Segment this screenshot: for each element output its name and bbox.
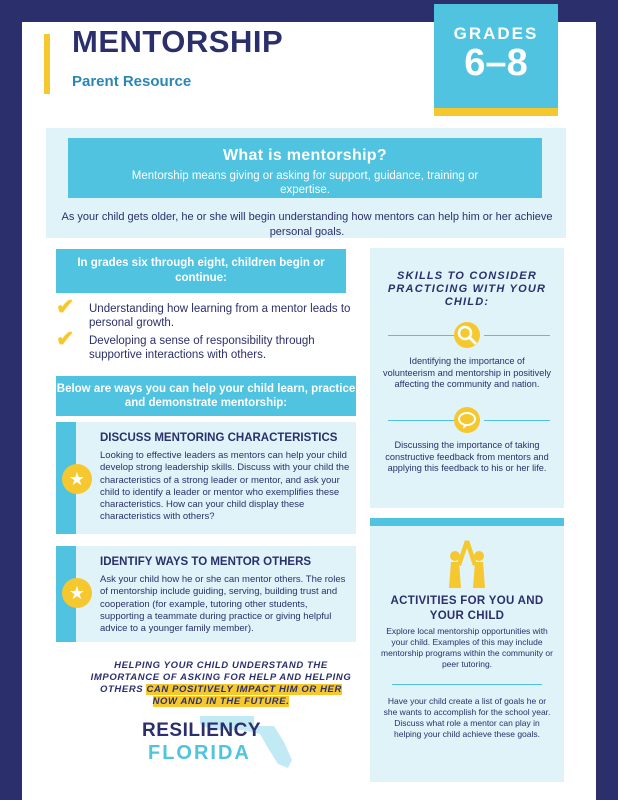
skills-panel <box>370 248 564 508</box>
activities-heading: ACTIVITIES FOR YOU AND YOUR CHILD <box>390 595 544 622</box>
ways-section-heading-text: Below are ways you can help your child learn, practice and demonstrate mentorship: <box>56 383 356 409</box>
page-subtitle: Parent Resource <box>72 73 192 90</box>
mentor-others-card <box>56 546 356 642</box>
grades-badge <box>434 4 558 108</box>
card-body: Ask your child how he or she can mentor others. The roles of mentorship include guiding, serving, building trust and cooperation (for example, tutoring other students, supporting a teammate during practice or giving helpful advice to a younger family member). <box>100 574 346 635</box>
logo-line1: RESILIENCY <box>142 720 262 741</box>
what-definition: Mentorship means giving or asking for support, guidance, training or expertise. <box>131 170 479 196</box>
activity-text: Have your child create a list of goals he or she wants to accomplish for the school year. Discuss what role a mentor can play in helping your child achieve these goals. <box>383 696 551 739</box>
divider <box>388 420 456 421</box>
activities-accent-bar <box>370 518 564 526</box>
skills-heading: SKILLS TO CONSIDER PRACTICING WITH YOUR CHILD: <box>387 270 547 308</box>
grades-section-heading <box>56 249 346 293</box>
checkmark-icon: ✔ <box>56 294 75 319</box>
card-body: Looking to effective leaders as mentors can help your child develop strong leadership skills. Discuss with your child the characteristics of a strong leader or mentor, and ask your child to identify a leader or mentor who exemplifies these characteristics. How can your child display these characteristics with others? <box>100 450 350 523</box>
what-body: As your child gets older, he or she will begin understanding how mentors can help him or her achieve personal goals. <box>61 211 553 238</box>
page-title: MENTORSHIP <box>72 24 284 59</box>
discuss-characteristics-card <box>56 422 356 534</box>
resiliency-florida-logo <box>142 712 302 768</box>
star-icon: ★ <box>62 578 92 608</box>
ways-section-heading <box>56 376 356 416</box>
bottom-note <box>86 660 356 708</box>
high-five-icon <box>437 534 497 590</box>
list-item-text: Understanding how learning from a mentor leads to personal growth. <box>89 303 351 329</box>
grades-label: GRADES <box>453 24 539 43</box>
checkmark-icon: ✔ <box>56 326 75 351</box>
skill-text: Discussing the importance of taking constructive feedback from mentors and applying this feedback to his or her life. <box>385 440 549 473</box>
list-item-text: Developing a sense of responsibility through supportive interactions with others. <box>89 335 315 361</box>
card-title: DISCUSS MENTORING CHARACTERISTICS <box>100 432 338 444</box>
divider <box>484 335 550 336</box>
bottom-note-text: HELPING YOUR CHILD UNDERSTAND THE IMPORTANCE OF ASKING FOR HELP AND HELPING OTHERS <box>90 660 352 695</box>
speech-bubble-icon <box>454 407 480 433</box>
card-title: IDENTIFY WAYS TO MENTOR OTHERS <box>100 556 312 568</box>
grades-underline <box>434 108 558 116</box>
activity-text: Explore local mentorship opportunities with your child. Examples of this may include mentorship programs within the community or peer tutoring. <box>381 626 553 669</box>
star-icon: ★ <box>62 464 92 494</box>
magnifier-icon <box>454 322 480 348</box>
skill-text: Identifying the importance of volunteerism and mentorship in positively affecting the community and nation. <box>382 356 551 389</box>
grades-section-heading-text: In grades six through eight, children begin or continue: <box>77 257 325 284</box>
title-accent-bar <box>44 34 50 94</box>
activities-panel <box>370 518 564 782</box>
divider <box>392 684 542 685</box>
what-heading: What is mentorship? <box>223 147 387 164</box>
bottom-note-highlight: CAN POSITIVELY IMPACT HIM OR HER NOW AND IN THE FUTURE. <box>146 684 342 707</box>
what-is-mentorship-header <box>68 138 542 198</box>
divider <box>484 420 550 421</box>
list-item <box>56 326 356 362</box>
divider <box>388 335 456 336</box>
list-item <box>56 294 356 330</box>
grades-range: 6–8 <box>464 42 528 84</box>
logo-line2: FLORIDA <box>148 742 251 764</box>
